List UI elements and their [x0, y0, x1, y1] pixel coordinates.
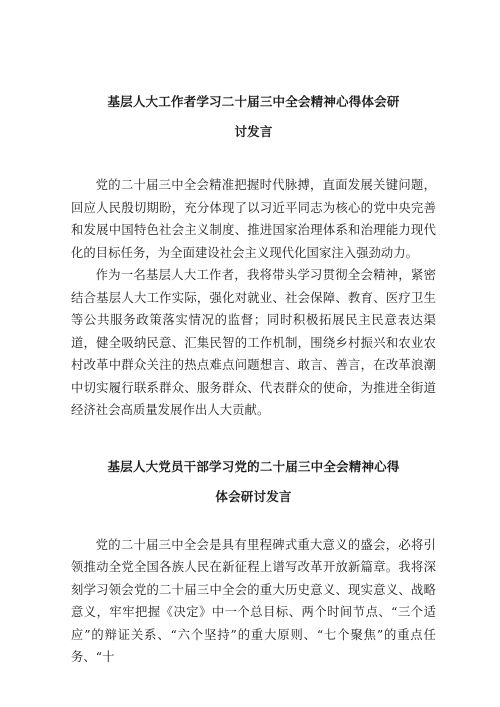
speech-section-2 — [71, 452, 436, 669]
section-1-title-line-1: 基层人大工作者学习二十届三中全会精神心得体会研 — [107, 94, 400, 109]
section-2-title-line-1: 基层人大党员干部学习党的二十届三中全会精神心得 — [107, 458, 400, 474]
section-2-title — [71, 452, 436, 512]
section-1-title-line-2: 讨发言 — [234, 124, 273, 139]
section-1-title — [71, 87, 436, 147]
speech-section-1 — [71, 87, 436, 422]
section-2-paragraph-1: 党的二十届三中全会是具有里程碑式重大意义的盛会，必将引领推动全党全国各族人民在新征程上谱写改革开放新篇章。我将深刻学习领会党的二十届三中全会的重大历史意义、现实意义、战略意义，牢牢把握《决定》中一个总目标、两个时间节点、“三个适应”的辩证关系、“六个坚持”的重大原则、“七个聚焦”的重点任务、“十 — [71, 537, 436, 664]
section-1-paragraph-1: 党的二十届三中全会精准把握时代脉搏，直面发展关键问题，回应人民殷切期盼，充分体现了以习近平同志为核心的党中央完善和发展中国特色社会主义制度、推进国家治理体系和治理能力现代化的目标任务，为全面建设社会主义现代化国家注入强劲动力。 — [71, 178, 436, 260]
section-1-paragraph-2: 作为一名基层人大工作者，我将带头学习贯彻全会精神，紧密结合基层人大工作实际，强化对就业、社会保障、教育、医疗卫生等公共服务政策落实情况的监督；同时积极拓展民主民意表达渠道，健全吸纳民意、汇集民智的工作机制，围绕乡村振兴和农业农村改革中群众关注的热点难点问题想言、敢言、善言，在改革浪潮中切实履行联系群众、服务群众、代表群众的使命，为推进全街道经济社会高质量发展作出人大贡献。 — [71, 268, 436, 417]
section-2-title-line-2: 体会研讨发言 — [215, 488, 292, 504]
